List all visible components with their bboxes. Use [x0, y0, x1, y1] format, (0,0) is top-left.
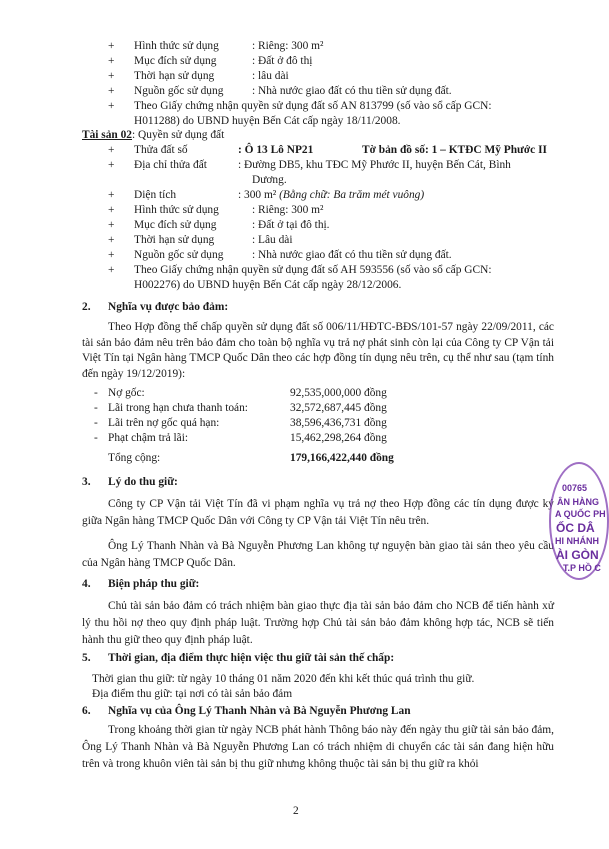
asset2-value: : Riêng: 300 m²: [252, 204, 324, 216]
asset2-heading-label: Tài sản 02: [82, 129, 133, 141]
asset2-value: : Lâu dài: [252, 234, 293, 246]
area-number: : 300 m²: [238, 189, 277, 201]
address-line1: : Đường DB5, khu TĐC Mỹ Phước II, huyện Bến Cát, Bình: [238, 159, 511, 171]
dash-bullet-icon: -: [94, 432, 98, 444]
parcel-label: Thửa đất số: [134, 144, 188, 156]
asset1-cert-line2: H011288) do UBND huyện Bến Cát cấp ngày 18/11/2008.: [134, 115, 401, 127]
asset2-label: Mục đích sử dụng: [134, 219, 217, 231]
debt-amount: 92,535,000,000 đồng: [290, 387, 387, 399]
stamp-text: 00765: [562, 483, 588, 493]
asset2-heading: [82, 128, 224, 142]
asset2-label: Hình thức sử dụng: [134, 204, 219, 216]
stamp-text: ỐC DÂ: [556, 521, 595, 535]
asset2-cert-line2: H002276) do UBND huyện Bến Cát cấp ngày 28/12/2006.: [134, 279, 402, 291]
asset1-value: : Nhà nước giao đất có thu tiền sử dụng đất.: [252, 85, 452, 97]
plus-bullet-icon: +: [108, 55, 115, 67]
asset2-label: Thời hạn sử dụng: [134, 234, 215, 246]
plus-bullet-icon: +: [108, 159, 115, 171]
plus-bullet-icon: +: [108, 219, 115, 231]
debt-label: Nợ gốc:: [108, 387, 145, 399]
section-paragraph: Theo Hợp đồng thế chấp quyền sử dụng đất số 006/11/HĐTC-BĐS/101-57 ngày 22/09/2011, các tài sản bảo đảm nêu trên bảo đảm cho toàn bộ nghĩa vụ trả nợ phát sinh còn lại của Công ty CP Vận tải Việt Tín tại Ngân hàng TMCP Quốc Dân theo các hợp đồng tín dụng nêu trên, cụ thể như sau (tạm tính đến ngày 19/12/2019):: [82, 321, 554, 380]
asset1-label: Nguồn gốc sử dụng: [134, 85, 224, 97]
asset1-label: Hình thức sử dụng: [134, 40, 219, 52]
debt-amount: 38,596,436,731 đồng: [290, 417, 387, 429]
debt-label: Phạt chậm trả lãi:: [108, 432, 189, 444]
dash-bullet-icon: -: [94, 387, 98, 399]
asset2-label: Nguồn gốc sử dụng: [134, 249, 224, 261]
plus-bullet-icon: +: [108, 70, 115, 82]
debt-label: Lãi trên nợ gốc quá hạn:: [108, 417, 220, 429]
plus-bullet-icon: +: [108, 40, 115, 52]
asset1-label: Mục đích sử dụng: [134, 55, 217, 67]
total-label: Tổng cộng:: [108, 452, 161, 464]
plus-bullet-icon: +: [108, 234, 115, 246]
map-sheet: Tờ bản đồ số: 1 – KTĐC Mỹ Phước II: [362, 144, 547, 156]
section-number: 5.: [82, 652, 91, 664]
plus-bullet-icon: +: [108, 144, 115, 156]
asset1-label: Thời hạn sử dụng: [134, 70, 215, 82]
plus-bullet-icon: +: [108, 264, 115, 276]
asset1-value: : Riêng: 300 m²: [252, 40, 324, 52]
section-paragraph: Chủ tài sản bảo đảm có trách nhiệm bàn giao thực địa tài sản bảo đảm cho NCB để tiến hành xử lý thu hồi nợ theo quy định pháp luật. Trường hợp Chủ tài sản bảo đảm không hợp tác, NCB sẽ tiến hành thu giữ theo quy định pháp luật.: [82, 600, 554, 646]
section-number: 6.: [82, 705, 91, 717]
plus-bullet-icon: +: [108, 85, 115, 97]
section-number: 2.: [82, 301, 91, 313]
section-title: Nghĩa vụ được bảo đảm:: [108, 301, 229, 313]
stamp-text: T.P HỒ C: [563, 563, 601, 573]
plus-bullet-icon: +: [108, 204, 115, 216]
stamp-text: ÀI GÒN: [556, 548, 599, 562]
address-line2: Dương.: [252, 174, 287, 186]
stamp-text: ÂN HÀNG: [557, 497, 599, 507]
address-label: Địa chỉ thửa đất: [134, 159, 207, 171]
section-title: Thời gian, địa điểm thực hiện việc thu giữ tài sản thế chấp:: [108, 652, 395, 664]
collection-time: Thời gian thu giữ: từ ngày 10 tháng 01 năm 2020 đến khi kết thúc quá trình thu giữ.: [92, 673, 475, 685]
section-number: 4.: [82, 578, 91, 590]
asset1-value: : lâu dài: [252, 70, 289, 82]
area-words: (Bằng chữ: Ba trăm mét vuông): [279, 189, 425, 201]
section-number: 3.: [82, 476, 91, 488]
section-paragraph: Trong khoảng thời gian từ ngày NCB phát hành Thông báo này đến ngày thu giữ tài sản bảo đảm, Ông Lý Thanh Nhàn và Bà Nguyễn Phương Lan có trách nhiệm di chuyển các tài sản đang hiện hữu trên và trong khuôn viên tài sản bị thu giữ nhưng không thuộc tài sản bị thu giữ ra khỏi: [82, 724, 554, 770]
area-value: [238, 188, 424, 202]
dash-bullet-icon: -: [94, 417, 98, 429]
plus-bullet-icon: +: [108, 189, 115, 201]
section-paragraph: Công ty CP Vận tải Việt Tín đã vi phạm nghĩa vụ trả nợ theo Hợp đồng các tín dụng được ký giữa Ngân hàng TMCP Quốc Dân với Công ty CP Vận tải Việt Tín nêu trên.: [82, 498, 554, 527]
section-title: Biện pháp thu giữ:: [108, 578, 200, 590]
collection-place: Địa điểm thu giữ: tại nơi có tài sản bảo đảm: [92, 688, 293, 700]
section-title: Lý do thu giữ:: [108, 476, 178, 488]
section-paragraph: Ông Lý Thanh Nhàn và Bà Nguyễn Phương Lan không tự nguyện bàn giao tài sản theo yêu cầu của Ngân hàng TMCP Quốc Dân.: [82, 540, 554, 569]
debt-amount: 15,462,298,264 đồng: [290, 432, 387, 444]
asset2-value: : Nhà nước giao đất có thu tiền sử dụng đất.: [252, 249, 452, 261]
asset2-cert-line1: Theo Giấy chứng nhận quyền sử dụng đất số AH 593556 (số vào sổ cấp GCN:: [134, 264, 492, 276]
page-number: 2: [293, 805, 299, 817]
total-amount: 179,166,422,440 đồng: [290, 452, 394, 464]
asset2-value: : Đất ở tại đô thị.: [252, 219, 330, 231]
stamp-text: A QUỐC PH: [555, 509, 606, 519]
debt-amount: 32,572,687,445 đồng: [290, 402, 387, 414]
debt-label: Lãi trong hạn chưa thanh toán:: [108, 402, 248, 414]
plus-bullet-icon: +: [108, 100, 115, 112]
plus-bullet-icon: +: [108, 249, 115, 261]
area-label: Diện tích: [134, 189, 177, 201]
asset1-value: : Đất ở đô thị: [252, 55, 313, 67]
section-title: Nghĩa vụ của Ông Lý Thanh Nhàn và Bà Nguyễn Phương Lan: [108, 705, 411, 717]
asset1-cert-line1: Theo Giấy chứng nhận quyền sử dụng đất số AN 813799 (số vào sổ cấp GCN:: [134, 100, 492, 112]
dash-bullet-icon: -: [94, 402, 98, 414]
stamp-text: HI NHÁNH: [555, 536, 599, 546]
parcel-value: : Ô 13 Lô NP21: [238, 144, 314, 156]
asset2-heading-rest: : Quyền sử dụng đất: [132, 129, 225, 141]
